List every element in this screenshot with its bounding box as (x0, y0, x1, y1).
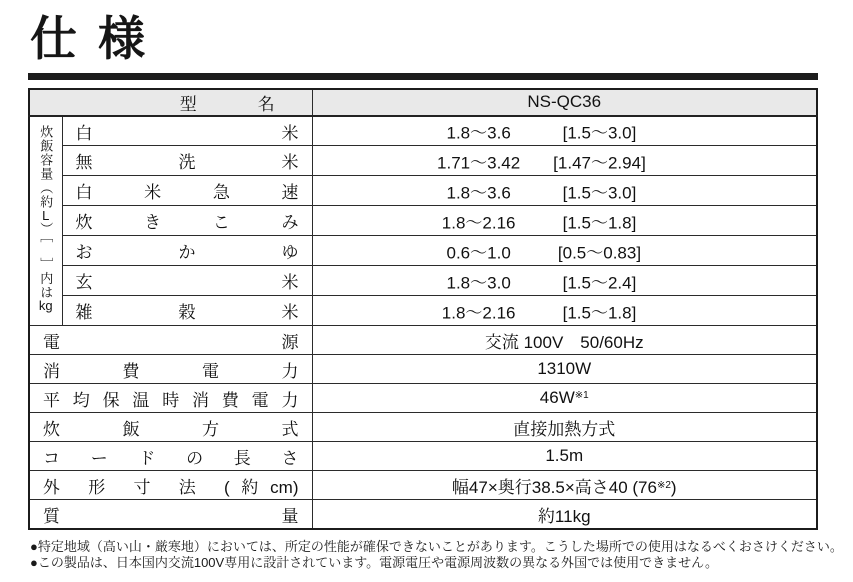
row-label: 白 米 (62, 116, 312, 146)
value-range: 1.8〜2.16 (441, 303, 516, 323)
spec-row-label: 消 費 電 力 (29, 355, 312, 384)
spec-row-label: 電 源 (29, 326, 312, 355)
row-value (312, 116, 817, 146)
capacity-row (29, 206, 817, 236)
spec-row (29, 355, 817, 384)
model-name-value: NS-QC36 (312, 89, 817, 116)
footnote-marker: ※1 (574, 390, 589, 402)
spec-row-label: 平 均 保 温 時 消 費 電 力 (29, 384, 312, 413)
row-value (312, 266, 817, 296)
row-value (312, 296, 817, 326)
row-label: 玄 米 (62, 266, 312, 296)
value-bracket: [1.5〜3.0] (562, 183, 637, 203)
row-value (312, 206, 817, 236)
page-title: 仕 様 (30, 12, 150, 65)
value-bracket: [1.47〜2.94] (553, 153, 646, 173)
row-label: お か ゆ (62, 236, 312, 266)
capacity-row (29, 146, 817, 176)
spec-row-label: 外 形 寸 法 (約cm) (29, 471, 312, 500)
model-name-label: 型 名 (29, 89, 312, 116)
spec-row-value: 46W$^{※1}$ (312, 384, 817, 413)
spec-table (28, 88, 818, 530)
value-range: 1.8〜3.6 (446, 123, 511, 143)
spec-row-label: 炊 飯 方 式 (29, 413, 312, 442)
value-bracket: [1.5〜1.8] (562, 213, 637, 233)
footnote-line: ●特定地域（高い山・厳寒地）においては、所定の性能が確保できないことがあります。こうした場所での使用はなるべくおさけください。 (30, 538, 843, 554)
spec-row (29, 384, 817, 413)
spec-row-value: 直接加熱方式 (312, 413, 817, 442)
spec-row-value: 約11kg (312, 500, 817, 529)
row-value (312, 146, 817, 176)
footnotes (30, 539, 853, 571)
value-range: 1.8〜3.6 (446, 183, 511, 203)
row-label: 炊 き こ み (62, 206, 312, 236)
spec-row-value: 交流 100V 50/60Hz (312, 326, 817, 355)
capacity-row (29, 116, 817, 146)
row-value (312, 176, 817, 206)
value-bracket: [0.5〜0.83] (557, 243, 642, 263)
spec-row-value: 1310W (312, 355, 817, 384)
value-range: 1.8〜2.16 (441, 213, 516, 233)
capacity-row (29, 296, 817, 326)
row-label: 無 洗 米 (62, 146, 312, 176)
model-header-row (29, 89, 817, 116)
capacity-row (29, 236, 817, 266)
spec-row-value: 幅47×奥行38.5×高さ40 (76$^{※2}$) (312, 471, 817, 500)
spec-row-label: 質 量 (29, 500, 312, 529)
value-range: 1.71〜3.42 (437, 153, 521, 173)
row-value (312, 236, 817, 266)
value-bracket: [1.5〜3.0] (562, 123, 637, 143)
capacity-row (29, 176, 817, 206)
spec-row (29, 442, 817, 471)
value-bracket: [1.5〜1.8] (562, 303, 637, 323)
spec-row (29, 500, 817, 529)
footnote-marker: ※2 (656, 479, 671, 491)
value-range: 1.8〜3.0 (446, 273, 511, 293)
spec-row (29, 326, 817, 355)
capacity-vertical-label: 炊飯容量（約L）［ ］内はkg (29, 116, 62, 326)
value-range: 0.6〜1.0 (446, 243, 511, 263)
footnote-line: ●この製品は、日本国内交流100V専用に設計されています。電源電圧や電源周波数の異なる外国では使用できません。 (30, 554, 718, 570)
capacity-row (29, 266, 817, 296)
title-rule (28, 73, 818, 80)
row-label: 雑 穀 米 (62, 296, 312, 326)
spec-row (29, 471, 817, 500)
spec-row-label: コ ー ド の 長 さ (29, 442, 312, 471)
row-label: 白 米 急 速 (62, 176, 312, 206)
value-bracket: [1.5〜2.4] (562, 273, 637, 293)
spec-row (29, 413, 817, 442)
spec-row-value: 1.5m (312, 442, 817, 471)
